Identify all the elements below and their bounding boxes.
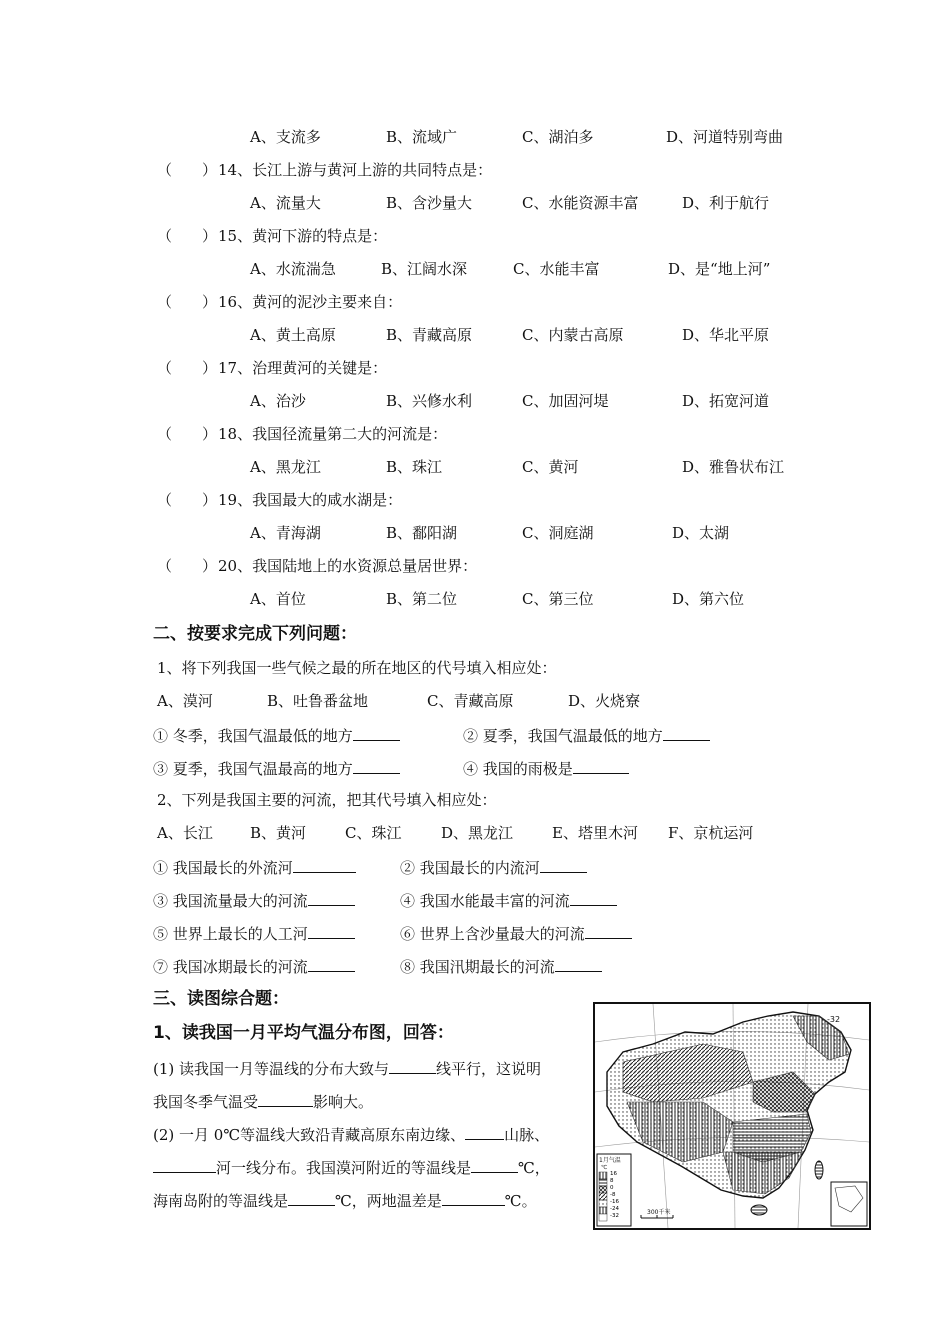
answer-blank[interactable] [353,724,400,741]
option-d: D、利于航行 [682,194,770,212]
option-c: C、第三位 [522,590,594,608]
text: 影响大。 [313,1093,374,1111]
paragraph-line [153,1123,549,1145]
option-e: E、塔里木河 [552,824,638,842]
question-stem: 1、将下列我国一些气候之最的所在地区的代号填入相应处： [157,659,557,677]
text: 河一线分布。我国漠河附近的等温线是 [216,1159,472,1177]
question-title: 1、读我国一月平均气温分布图，回答： [153,1023,454,1043]
option-a: A、首位 [250,590,306,608]
option-b: B、吐鲁番盆地 [267,692,369,710]
option-c: C、内蒙古高原 [522,326,624,344]
fill-item [400,955,602,977]
option-d: D、华北平原 [682,326,770,344]
question-stem: 17、治理黄河的关键是： [218,359,388,377]
question-stem: 18、我国径流量第二大的河流是： [218,425,448,443]
answer-blank[interactable] [585,922,632,939]
answer-blank[interactable] [389,1057,436,1074]
legend-value: 0 [610,1185,614,1191]
option-b: B、江阔水深 [381,260,468,278]
question-stem: 15、黄河下游的特点是： [218,227,388,245]
option-a: A、青海湖 [250,524,321,542]
answer-blank[interactable] [555,955,602,972]
fill-item-text: ⑦ 我国冰期最长的河流 [153,958,308,976]
legend-unit: ℃ [601,1165,608,1171]
question-stem: 16、黄河的泥沙主要来自： [218,293,403,311]
answer-blank[interactable] [153,1156,216,1173]
answer-paren[interactable]: （ ） [157,491,218,509]
answer-paren[interactable]: （ ） [157,227,218,245]
fill-item [400,922,632,944]
fill-item-text: ③ 我国流量最大的河流 [153,892,308,910]
option-b: B、鄱阳湖 [386,524,458,542]
option-b: B、第二位 [386,590,458,608]
option-d: D、雅鲁状布江 [682,458,785,476]
paragraph-line [153,1189,537,1211]
answer-blank[interactable] [540,856,587,873]
fill-item [153,922,355,944]
option-b: B、黄河 [250,824,307,842]
option-d: D、黑龙江 [441,824,514,842]
option-c: C、珠江 [345,824,402,842]
answer-paren[interactable]: （ ） [157,425,218,443]
question-stem: 20、我国陆地上的水资源总量居世界： [218,557,478,575]
paragraph-line [153,1156,550,1178]
question-stem: 19、我国最大的咸水湖是： [218,491,403,509]
option-d: D、太湖 [672,524,730,542]
fill-item-text: ⑤ 世界上最长的人工河 [153,925,308,943]
option-d: D、火烧寮 [568,692,641,710]
fill-item [400,889,617,911]
fill-item [463,757,629,779]
fill-item-text: ⑧ 我国汛期最长的河流 [400,958,555,976]
fill-item-text: ④ 我国的雨极是 [463,760,573,778]
option-a: A、治沙 [250,392,306,410]
fill-item-text: ① 我国最长的外流河 [153,859,293,877]
question-stem: 14、长江上游与黄河上游的共同特点是： [218,161,493,179]
answer-blank[interactable] [308,922,355,939]
answer-paren[interactable]: （ ） [157,359,218,377]
option-c: C、黄河 [522,458,579,476]
answer-blank[interactable] [663,724,710,741]
answer-blank[interactable] [442,1189,505,1206]
fill-item [400,856,587,878]
option-c: C、青藏高原 [427,692,514,710]
fill-item-text: ④ 我国水能最丰富的河流 [400,892,570,910]
option-a: A、长江 [157,824,213,842]
option-b: B、兴修水利 [386,392,473,410]
answer-blank[interactable] [258,1090,313,1107]
text: (1) 读我国一月等温线的分布大致与 [153,1060,390,1078]
option-b: B、珠江 [386,458,443,476]
answer-paren[interactable]: （ ） [157,293,218,311]
option-c: C、洞庭湖 [522,524,594,542]
legend-value: -24 [610,1206,619,1212]
china-january-temperature-map [593,1002,871,1230]
text: (2) 一月 0℃等温线大致沿青藏高原东南边缘、 [153,1126,466,1144]
legend-value: 8 [610,1178,614,1184]
fill-item [153,724,400,746]
fill-item [153,856,356,878]
q13-option-d: D、河道特别弯曲 [666,128,784,146]
fill-item [153,757,400,779]
answer-blank[interactable] [573,757,629,774]
option-a: A、流量大 [250,194,321,212]
option-d: D、第六位 [672,590,745,608]
option-a: A、黄土高原 [250,326,336,344]
option-b: B、青藏高原 [386,326,473,344]
text: 山脉、 [504,1126,550,1144]
legend-value: -16 [610,1199,619,1205]
section-heading: 三、读图综合题： [153,989,289,1009]
map-legend [597,1154,631,1226]
south-china-sea-inset [831,1182,867,1226]
answer-blank[interactable] [353,757,400,774]
fill-item-text: ② 我国最长的内流河 [400,859,540,877]
option-c: C、水能资源丰富 [522,194,639,212]
legend-value: -8 [610,1192,616,1198]
text: ℃。 [504,1192,537,1210]
scale-label: 300千米 [647,1209,671,1216]
text: ℃， [518,1159,550,1177]
answer-paren[interactable]: （ ） [157,557,218,575]
option-f: F、京杭运河 [668,824,754,842]
fill-item [153,889,355,911]
fill-item [153,955,355,977]
option-b: B、含沙量大 [386,194,473,212]
option-c: C、水能丰富 [513,260,600,278]
answer-blank[interactable] [471,1156,518,1173]
fill-item-text: ② 夏季，我国气温最低的地方 [463,727,663,745]
text: 我国冬季气温受 [153,1093,259,1111]
fill-item [463,724,710,746]
section-heading: 二、按要求完成下列问题： [153,624,357,644]
answer-blank[interactable] [465,1123,504,1140]
q13-option-a: A、支流多 [250,128,321,146]
q13-option-c: C、湖泊多 [522,128,594,146]
fill-item-text: ⑥ 世界上含沙量最大的河流 [400,925,585,943]
legend-title: 1月气温 [599,1157,621,1164]
answer-blank[interactable] [570,889,617,906]
answer-blank[interactable] [308,955,355,972]
answer-blank[interactable] [308,889,355,906]
option-a: A、水流湍急 [250,260,336,278]
paragraph-line [153,1057,541,1079]
text: 海南岛附的等温线是 [153,1192,289,1210]
q13-option-b: B、流域广 [386,128,458,146]
text: ℃，两地温差是 [335,1192,442,1210]
option-d: D、拓宽河道 [682,392,770,410]
answer-blank[interactable] [293,856,356,873]
question-stem: 2、下列是我国主要的河流，把其代号填入相应处： [157,791,497,809]
legend-value: -32 [610,1213,619,1219]
option-d: D、是“地上河” [668,260,771,278]
fill-item-text: ① 冬季，我国气温最低的地方 [153,727,353,745]
isotherm-label: -32 [827,1015,841,1024]
fill-item-text: ③ 夏季，我国气温最高的地方 [153,760,353,778]
answer-paren[interactable]: （ ） [157,161,218,179]
option-a: A、漠河 [157,692,213,710]
option-a: A、黑龙江 [250,458,321,476]
paragraph-line [153,1090,373,1112]
answer-blank[interactable] [288,1189,335,1206]
text: 线平行，这说明 [436,1060,542,1078]
option-c: C、加固河堤 [522,392,609,410]
legend-value: 16 [610,1171,617,1177]
